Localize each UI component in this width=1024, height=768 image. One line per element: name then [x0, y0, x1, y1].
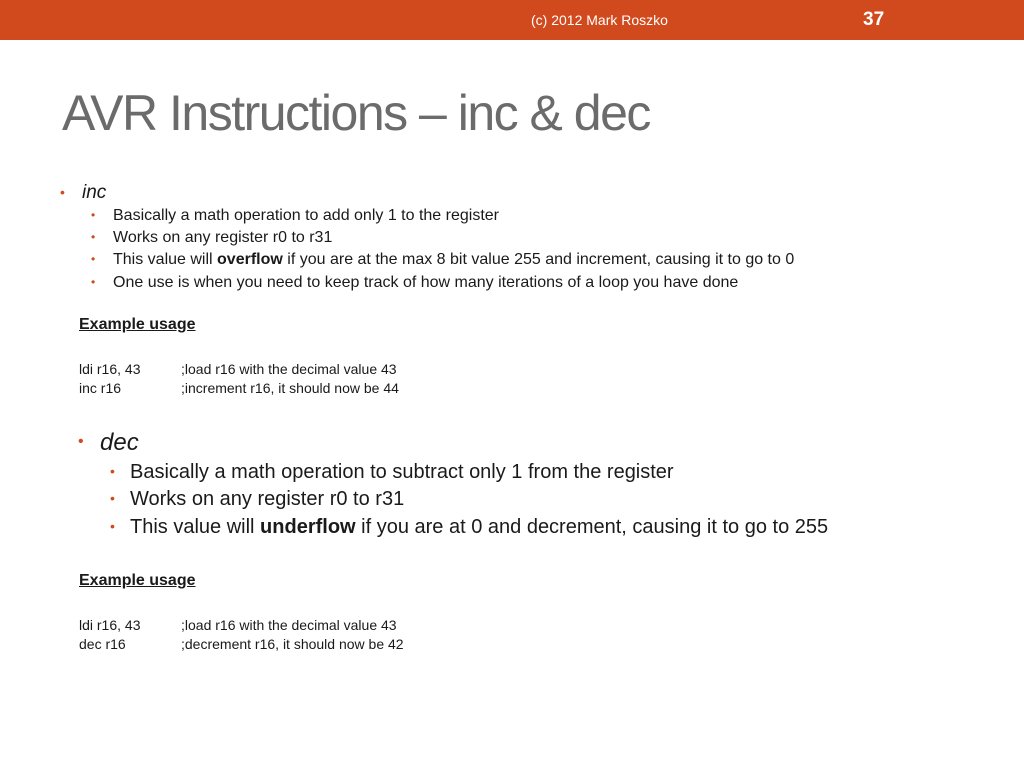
bullet-inc: • inc — [60, 182, 107, 203]
dec-item: • Basically a math operation to subtract only 1 from the register — [110, 461, 674, 483]
dec-item: • Works on any register r0 to r31 — [110, 488, 405, 510]
inc-item: • One use is when you need to keep track of how many iterations of a loop you have done — [91, 274, 739, 291]
header-bar — [0, 0, 1024, 40]
inc-item: • Works on any register r0 to r31 — [91, 229, 333, 246]
underflow-term: underflow — [260, 516, 356, 538]
code-line: inc r16 ;increment r16, it should now be 44 — [79, 380, 399, 396]
inc-example-label: Example usage — [79, 316, 196, 333]
slide-title: AVR Instructions – inc & dec — [62, 85, 650, 141]
code-line: ldi r16, 43 ;load r16 with the decimal value 43 — [79, 361, 397, 377]
inc-item: • This value will overflow if you are at the max 8 bit value 255 and increment, causing it to go to 0 — [91, 251, 795, 268]
copyright-text: (c) 2012 Mark Roszko — [531, 12, 668, 28]
inc-item: • Basically a math operation to add only 1 to the register — [91, 207, 499, 224]
dec-example-label: Example usage — [79, 572, 196, 589]
slide-number: 37 — [863, 9, 885, 30]
dec-item: • This value will underflow if you are at 0 and decrement, causing it to go to 255 — [110, 516, 829, 538]
dec-heading: dec — [100, 429, 139, 456]
code-line: dec r16 ;decrement r16, it should now be 42 — [79, 636, 404, 652]
overflow-term: overflow — [217, 251, 283, 268]
bullet-dec: • dec — [78, 429, 139, 456]
code-line: ldi r16, 43 ;load r16 with the decimal value 43 — [79, 617, 397, 633]
inc-heading: inc — [82, 182, 107, 203]
